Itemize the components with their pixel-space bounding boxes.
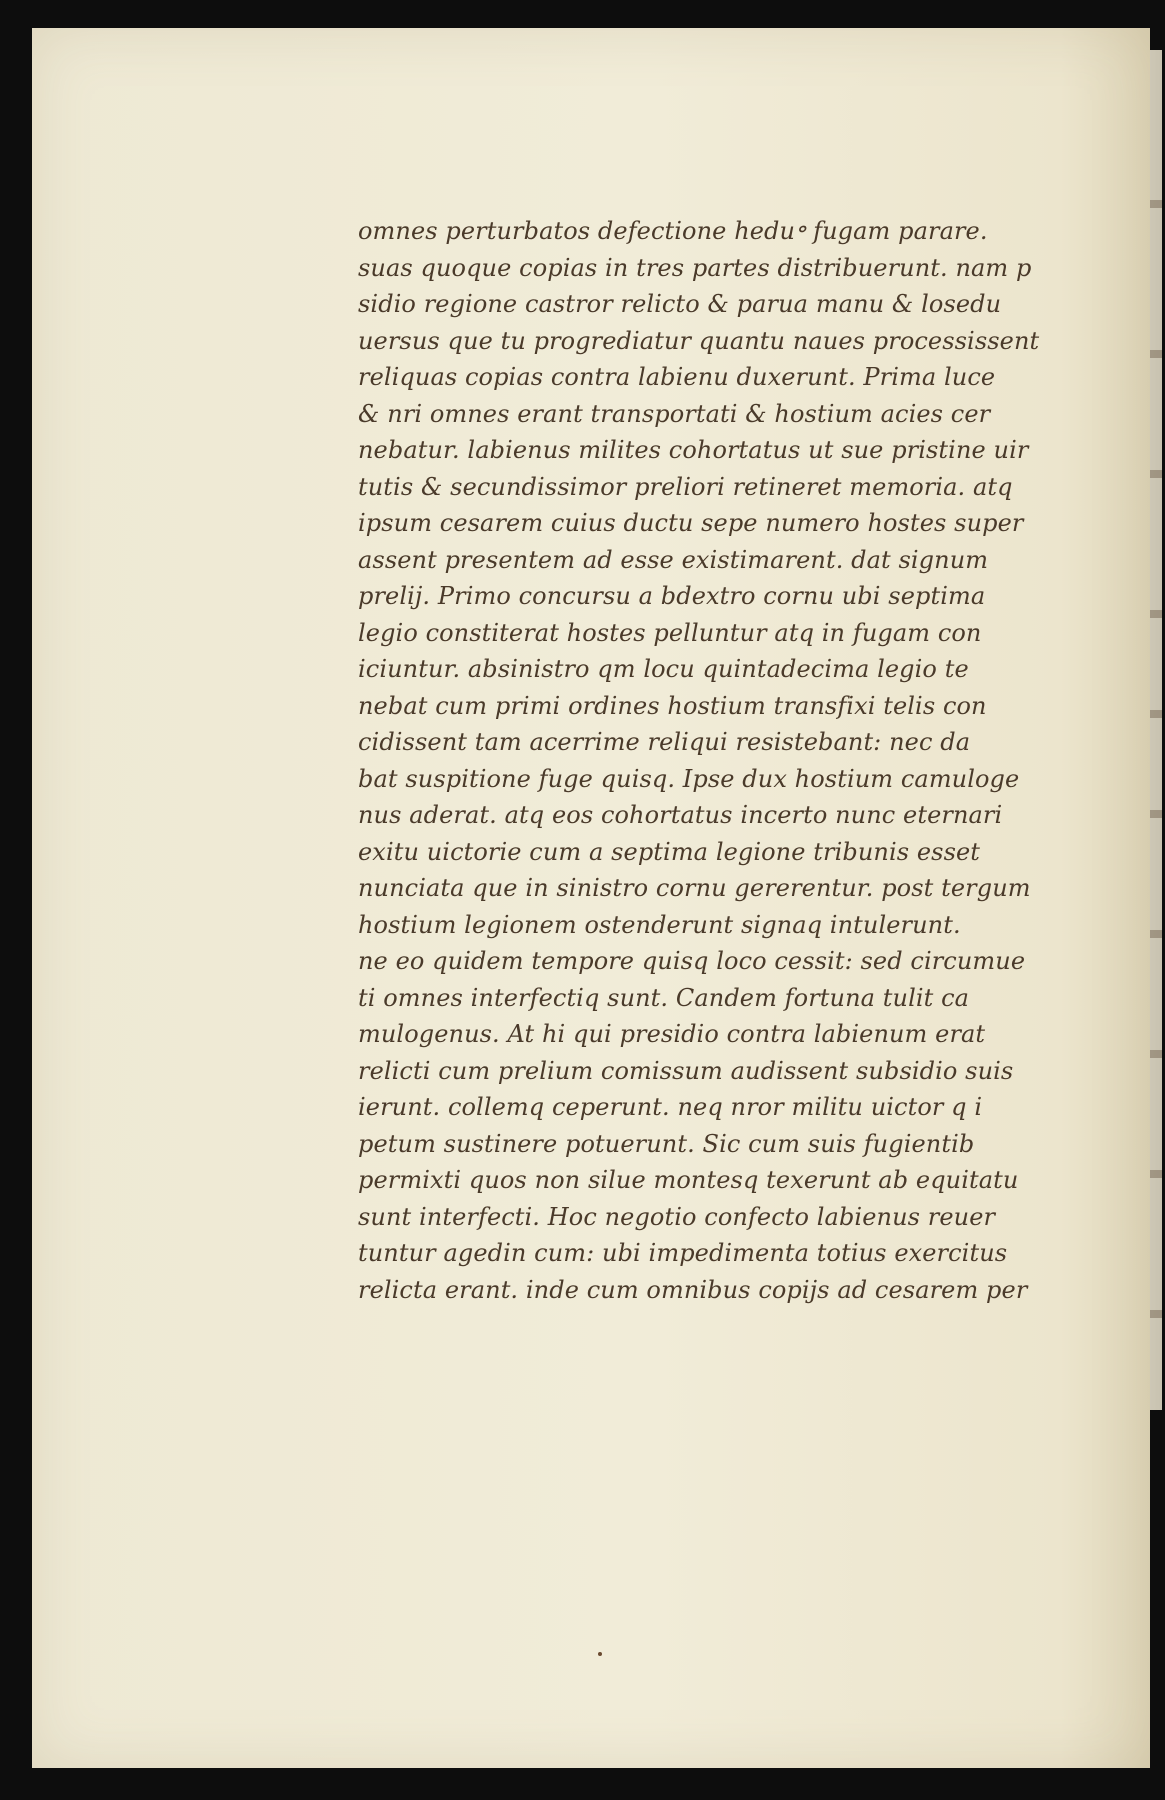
text-line: ne eo quidem tempore quisq loco cessit: sed circumue xyxy=(358,947,1026,975)
text-line: nus aderat. atq eos cohortatus incerto nunc eternari xyxy=(358,801,1003,829)
text-line: & nri omnes erant transportati & hostium acies cer xyxy=(358,399,991,428)
text-line: prelij. Primo concursu a bdextro cornu ubi septima xyxy=(358,582,986,610)
text-line: cidissent tam acerrime reliqui resistebant: nec da xyxy=(358,728,971,756)
text-line: nebat cum primi ordines hostium transfixi telis con xyxy=(358,691,987,720)
text-line: iciuntur. absinistro qm locu quintadecima legio te xyxy=(358,655,969,683)
text-line: ti omnes interfectiq sunt. Candem fortuna tulit ca xyxy=(358,983,970,1012)
text-line: sunt interfecti. Hoc negotio confecto labienus reuer xyxy=(358,1202,996,1231)
text-line: petum sustinere potuerunt. Sic cum suis fugientib xyxy=(358,1129,975,1158)
text-line: tutis & secundissimor preliori retineret memoria. atq xyxy=(358,472,1013,501)
text-line: tuntur agedin cum: ubi impedimenta totius exercitus xyxy=(358,1239,1008,1267)
ink-speck xyxy=(598,1652,602,1656)
text-line: mulogenus. At hi qui presidio contra labienum erat xyxy=(358,1020,986,1048)
text-line: ipsum cesarem cuius ductu sepe numero hostes super xyxy=(358,509,1024,537)
text-line: exitu uictorie cum a septima legione tribunis esset xyxy=(358,837,981,866)
text-line: legio constiterat hostes pelluntur atq in fugam con xyxy=(358,618,982,647)
text-line: omnes perturbatos defectione hedu॰ fugam parare. xyxy=(358,217,988,245)
text-line: permixti quos non silue montesq texerunt ab equitatu xyxy=(358,1166,1019,1194)
text-line: bat suspitione fuge quisq. Ipse dux hostium camuloge xyxy=(358,764,1020,793)
text-line: relicta erant. inde cum omnibus copijs ad cesarem per xyxy=(358,1275,1028,1304)
text-line: uersus que tu progrediatur quantu naues processissent xyxy=(358,326,1040,355)
text-line: hostium legionem ostenderunt signaq intulerunt. xyxy=(358,910,961,939)
text-line: suas quoque copias in tres partes distribuerunt. nam p xyxy=(358,253,1032,282)
text-line: sidio regione castror relicto & parua manu & losedu xyxy=(358,290,1002,318)
text-line: ierunt. collemq ceperunt. neq nror militu uictor q i xyxy=(358,1093,983,1121)
text-line: nunciata que in sinistro cornu gererentur. post tergum xyxy=(358,874,1031,902)
text-line: relicti cum prelium comissum audissent subsidio suis xyxy=(358,1056,1014,1085)
manuscript-text xyxy=(358,213,1088,1308)
text-line: nebatur. labienus milites cohortatus ut sue pristine uir xyxy=(358,436,1029,464)
text-line: reliquas copias contra labienu duxerunt. Prima luce xyxy=(358,363,996,391)
text-line: assent presentem ad esse existimarent. dat signum xyxy=(358,545,989,574)
